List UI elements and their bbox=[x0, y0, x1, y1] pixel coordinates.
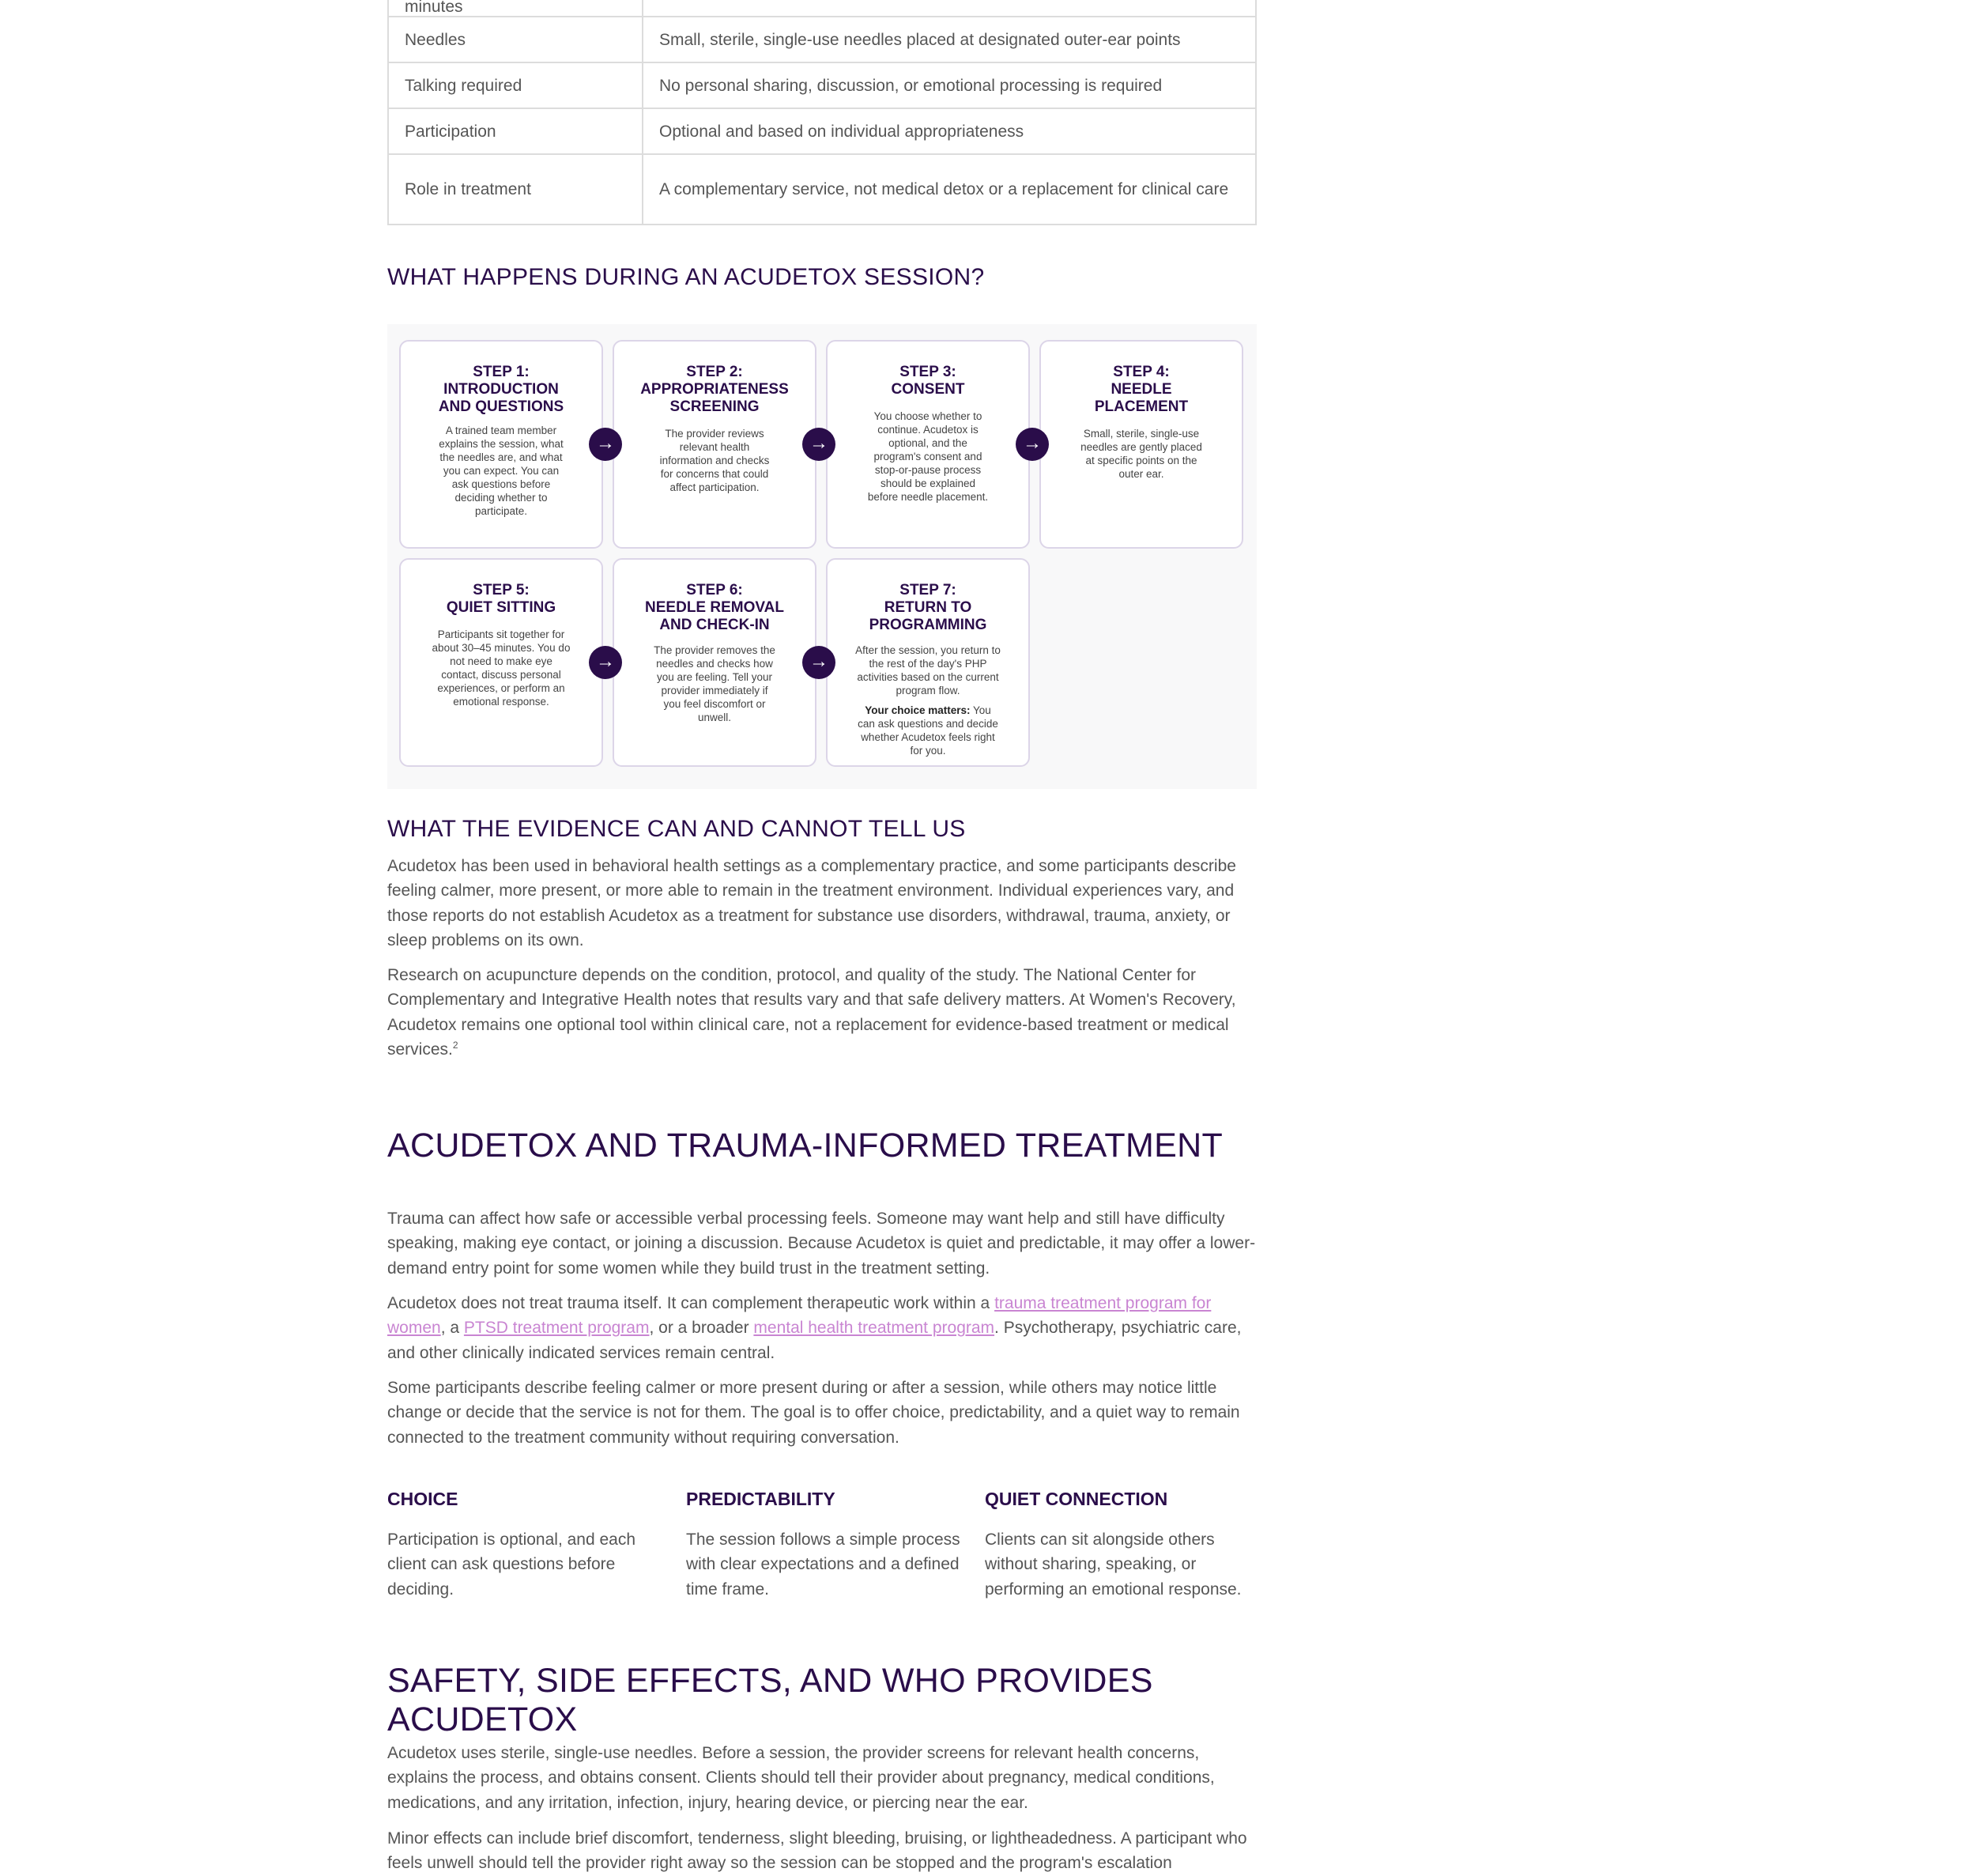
trauma-paragraph-2 bbox=[387, 1291, 1257, 1365]
safety-paragraph-1: Acudetox uses sterile, single-use needles. Before a session, the provider screens for relevant health concerns, explains the process, and obtains consent. Clients should tell their provider about pregnancy, medical conditions, medications, and any irritation, infection, injury, hearing device, or piercing near the ear. bbox=[387, 1744, 1215, 1812]
step-description: Small, sterile, single-use needles are gently placed at specific points on the outer ear. bbox=[1080, 428, 1202, 480]
pillar-quiet-connection bbox=[985, 1488, 1263, 1602]
facts-table bbox=[387, 0, 1257, 225]
mental-health-program-link[interactable]: mental health treatment program bbox=[753, 1319, 995, 1338]
step-note-label: Your choice matters: bbox=[865, 704, 971, 716]
arrow-right-icon: → bbox=[802, 428, 835, 461]
arrow-right-icon: → bbox=[1016, 428, 1049, 461]
step-card-6 bbox=[613, 558, 816, 767]
step-description: After the session, you return to the rest of the day's PHP activities based on the current program flow. bbox=[855, 644, 1001, 696]
table-value: Small, sterile, single-use needles placed at designated outer-ear points bbox=[643, 17, 1256, 62]
step-note-text: You can ask questions and decide whether Acudetox feels right for you. bbox=[858, 704, 998, 757]
evidence-paragraph-1: Acudetox has been used in behavioral health settings as a complementary practice, and some participants describe feeling calmer, more present, or more able to remain in the treatment environment. Individual experiences vary, and those reports do not establish Acudetox as a treatment for substance use disorders, withdrawal, trauma, anxiety, or sleep problems on its own. bbox=[387, 857, 1236, 950]
trauma-paragraph-1: Trauma can affect how safe or accessible verbal processing feels. Someone may want help and still have difficulty speaking, making eye contact, or joining a discussion. Because Acudetox is quiet and predictable, it may offer a lower-demand entry point for some women while they build trust in the treatment setting. bbox=[387, 1210, 1256, 1278]
paragraph-text: , a bbox=[440, 1319, 464, 1338]
trauma-section-heading: ACUDETOX AND TRAUMA-INFORMED TREATMENT bbox=[387, 1127, 1224, 1164]
safety-paragraph-2: Minor effects can include brief discomfort, tenderness, slight bleeding, bruising, or lightheadedness. A participant who feels unwell should tell the provider right away so the session can be stopped and the program's escalation bbox=[387, 1829, 1247, 1873]
table-key: Talking required bbox=[388, 62, 643, 108]
pillar-description: The session follows a simple process with clear expectations and a defined time frame. bbox=[686, 1531, 960, 1599]
table-value: No personal sharing, discussion, or emotional processing is required bbox=[643, 62, 1256, 108]
step-description: You choose whether to continue. Acudetox is optional, and the program's consent and stop-or-pause process should be explained before needle placement. bbox=[867, 410, 989, 503]
step-note bbox=[855, 704, 1001, 757]
session-heading: WHAT HAPPENS DURING AN ACUDETOX SESSION? bbox=[387, 264, 985, 290]
step-title: STEP 5: QUIET SITTING bbox=[446, 582, 556, 616]
evidence-paragraph-2 bbox=[387, 963, 1257, 1063]
evidence-heading: WHAT THE EVIDENCE CAN AND CANNOT TELL US bbox=[387, 816, 966, 842]
table-key: minutes bbox=[388, 0, 643, 17]
step-title: STEP 3: CONSENT bbox=[891, 364, 965, 398]
table-key: Participation bbox=[388, 108, 643, 154]
table-value: A complementary service, not medical detox or a replacement for clinical care bbox=[643, 154, 1256, 225]
table-row bbox=[388, 17, 1256, 62]
step-title: STEP 2: APPROPRIATENESS SCREENING bbox=[640, 364, 789, 415]
step-card-4 bbox=[1039, 340, 1243, 549]
pillar-choice bbox=[387, 1488, 666, 1602]
step-title: STEP 4: NEEDLE PLACEMENT bbox=[1094, 364, 1189, 415]
step-title: STEP 1: INTRODUCTION AND QUESTIONS bbox=[438, 364, 564, 415]
ptsd-program-link[interactable]: PTSD treatment program bbox=[463, 1319, 650, 1338]
pillar-title: QUIET CONNECTION bbox=[985, 1489, 1168, 1509]
safety-section-heading: SAFETY, SIDE EFFECTS, AND WHO PROVIDES ACUDETOX bbox=[387, 1662, 1153, 1738]
step-title: STEP 7: RETURN TO PROGRAMMING bbox=[869, 582, 987, 633]
trauma-paragraph-3: Some participants describe feeling calmer or more present during or after a session, while others may notice little change or decide that the service is not for them. The goal is to offer choice, predictability, and a quiet way to remain connected to the treatment community without requiring conversation. bbox=[387, 1379, 1240, 1447]
arrow-right-icon: → bbox=[589, 646, 622, 679]
step-description: The provider reviews relevant health information and checks for concerns that could affect participation. bbox=[659, 428, 770, 493]
step-card-3 bbox=[826, 340, 1030, 549]
pillar-predictability bbox=[686, 1488, 964, 1602]
pillar-title: PREDICTABILITY bbox=[686, 1489, 835, 1509]
step-title: STEP 6: NEEDLE REMOVAL AND CHECK-IN bbox=[645, 582, 784, 633]
paragraph-text: . Psychotherapy, psychiatric care, and other clinically indicated services remain central. bbox=[387, 1319, 1242, 1362]
paragraph-text: , or a broader bbox=[649, 1319, 754, 1338]
trauma-program-link[interactable]: trauma treatment program for women bbox=[387, 1294, 1212, 1338]
table-key: Needles bbox=[388, 17, 643, 62]
paragraph-text: Acudetox does not treat trauma itself. It can complement therapeutic work within a bbox=[387, 1294, 995, 1312]
step-card-7 bbox=[826, 558, 1030, 767]
pillar-title: CHOICE bbox=[387, 1489, 458, 1509]
table-value: Optional and based on individual appropriateness bbox=[643, 108, 1256, 154]
table-row bbox=[388, 62, 1256, 108]
step-card-1 bbox=[399, 340, 603, 549]
arrow-right-icon: → bbox=[589, 428, 622, 461]
table-row bbox=[388, 108, 1256, 154]
step-description: The provider removes the needles and checks how you are feeling. Tell your provider immediately if you feel discomfort or unwell. bbox=[654, 644, 775, 723]
table-row bbox=[388, 154, 1256, 225]
evidence-paragraph-2-text: Research on acupuncture depends on the condition, protocol, and quality of the study. The National Center for Complementary and Integrative Health notes that results vary and that safe delivery matters. At Women's Recovery, Acudetox remains one optional tool within clinical care, not a replacement for evidence-based treatment or medical services. bbox=[387, 966, 1236, 1059]
arrow-right-icon: → bbox=[802, 646, 835, 679]
table-row bbox=[388, 0, 1256, 17]
step-description: A trained team member explains the session, what the needles are, and what you can expect. You can ask questions before deciding whether to participate. bbox=[439, 425, 564, 517]
step-description: Participants sit together for about 30–45 minutes. You do not need to make eye contact, discuss personal experiences, or perform an emotional response. bbox=[432, 628, 571, 708]
footnote-ref: 2 bbox=[452, 1040, 458, 1051]
table-value bbox=[643, 0, 1256, 17]
step-card-5 bbox=[399, 558, 603, 767]
step-card-2 bbox=[613, 340, 816, 549]
session-steps-infographic bbox=[387, 324, 1257, 789]
pillar-description: Participation is optional, and each client can ask questions before deciding. bbox=[387, 1531, 636, 1599]
pillar-description: Clients can sit alongside others without sharing, speaking, or performing an emotional response. bbox=[985, 1531, 1242, 1599]
table-key: Role in treatment bbox=[388, 154, 643, 225]
